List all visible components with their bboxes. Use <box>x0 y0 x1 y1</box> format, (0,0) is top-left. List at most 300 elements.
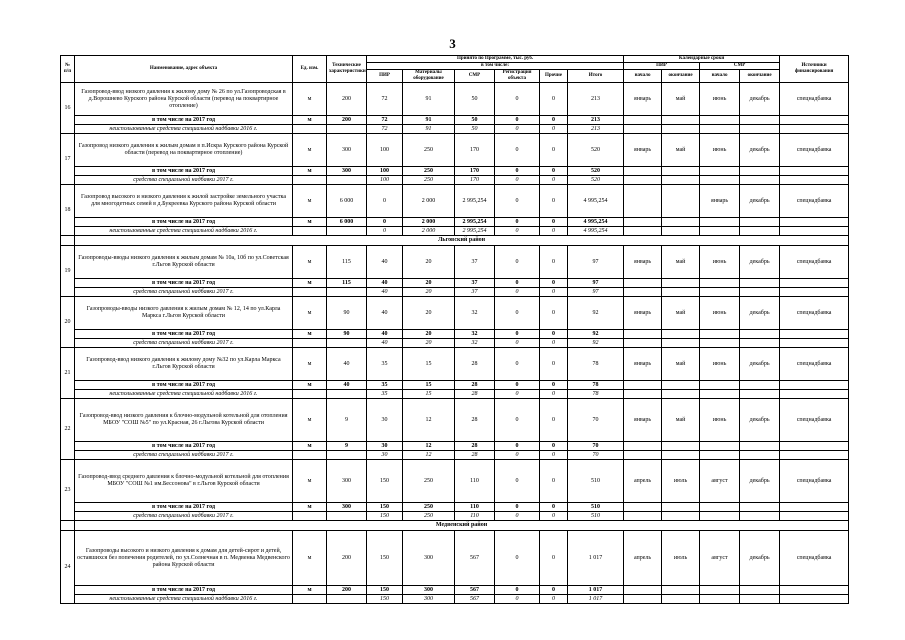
cell-unit: м <box>293 531 327 586</box>
empty-cell <box>780 595 849 604</box>
header-funds-sub: в том числе: <box>367 63 624 70</box>
cell-smr-start: июнь <box>700 83 740 116</box>
cell-tech: 200 <box>327 83 367 116</box>
cell-tech: 200 <box>327 116 367 125</box>
cell-unit: м <box>293 246 327 279</box>
cell-reg: 0 <box>495 116 540 125</box>
cell-pir-end: май <box>662 83 700 116</box>
empty-cell <box>740 503 780 512</box>
cell-mat: 20 <box>403 339 455 348</box>
row-number: 16 <box>61 83 75 134</box>
cell-unit <box>293 125 327 134</box>
cell-reg: 0 <box>495 381 540 390</box>
cell-source: спецнадбавка <box>780 531 849 586</box>
empty-cell <box>662 442 700 451</box>
cell-pir-end: май <box>662 134 700 167</box>
header-funds: Принято по Программе, тыс. руб. <box>367 56 624 63</box>
cell-mat: 2 000 <box>403 227 455 236</box>
cell-tech: 9 <box>327 442 367 451</box>
cell-other: 0 <box>540 218 568 227</box>
cell-unit <box>293 595 327 604</box>
empty-cell <box>662 125 700 134</box>
cell-unit: м <box>293 116 327 125</box>
cell-total: 4 995,254 <box>568 227 624 236</box>
empty-cell <box>780 381 849 390</box>
cell-other: 0 <box>540 399 568 442</box>
cell-pir: 150 <box>367 595 403 604</box>
cell-other: 0 <box>540 460 568 503</box>
cell-source: спецнадбавка <box>780 399 849 442</box>
empty-cell <box>740 339 780 348</box>
object-row <box>61 297 849 330</box>
cell-other: 0 <box>540 339 568 348</box>
empty-cell <box>780 390 849 399</box>
empty-cell <box>662 381 700 390</box>
cell-pir: 0 <box>367 185 403 218</box>
cell-pir: 0 <box>367 227 403 236</box>
empty-cell <box>780 227 849 236</box>
row-number: 21 <box>61 348 75 399</box>
cell-tech <box>327 451 367 460</box>
funding-source-row <box>61 512 849 521</box>
header-source: Источники финансирования <box>780 56 849 83</box>
cell-total: 213 <box>568 116 624 125</box>
cell-reg: 0 <box>495 531 540 586</box>
funding-source-label: неиспользованные средства специальной надбавки 2016 г. <box>75 595 293 604</box>
cell-source: спецнадбавка <box>780 246 849 279</box>
header-smr-start: начало <box>700 70 740 83</box>
cell-other: 0 <box>540 297 568 330</box>
empty-cell <box>662 288 700 297</box>
empty-cell <box>700 503 740 512</box>
subtotal-label: в том числе на 2017 год <box>75 503 293 512</box>
empty-cell <box>740 288 780 297</box>
empty-cell <box>780 288 849 297</box>
header-name: Наименование, адрес объекта <box>75 56 293 83</box>
cell-smr: 2 995,254 <box>455 185 495 218</box>
cell-other: 0 <box>540 595 568 604</box>
cell-smr: 28 <box>455 348 495 381</box>
cell-pir: 150 <box>367 586 403 595</box>
cell-smr: 28 <box>455 399 495 442</box>
cell-mat: 250 <box>403 503 455 512</box>
cell-other: 0 <box>540 451 568 460</box>
empty-cell <box>740 595 780 604</box>
empty-cell <box>624 503 662 512</box>
empty-cell <box>780 167 849 176</box>
cell-tech <box>327 390 367 399</box>
empty-cell <box>700 288 740 297</box>
header-pir-end: окончание <box>662 70 700 83</box>
row-number: 17 <box>61 134 75 185</box>
empty-cell <box>624 595 662 604</box>
cell-pir: 35 <box>367 381 403 390</box>
cell-mat: 300 <box>403 586 455 595</box>
empty-cell <box>700 586 740 595</box>
cell-tech: 200 <box>327 531 367 586</box>
cell-tech: 90 <box>327 297 367 330</box>
empty-cell <box>624 125 662 134</box>
cell-pir-start: апрель <box>624 460 662 503</box>
cell-pir-end: июль <box>662 531 700 586</box>
empty-cell <box>700 218 740 227</box>
empty-cell <box>700 390 740 399</box>
cell-pir: 150 <box>367 460 403 503</box>
funding-source-row <box>61 125 849 134</box>
cell-other: 0 <box>540 227 568 236</box>
cell-pir: 30 <box>367 442 403 451</box>
cell-tech <box>327 339 367 348</box>
cell-total: 4 995,254 <box>568 218 624 227</box>
cell-other: 0 <box>540 279 568 288</box>
district-row <box>61 236 849 246</box>
cell-unit: м <box>293 185 327 218</box>
subtotal-label: в том числе на 2017 год <box>75 218 293 227</box>
object-row <box>61 460 849 503</box>
object-row <box>61 246 849 279</box>
cell-reg: 0 <box>495 586 540 595</box>
empty-cell <box>624 288 662 297</box>
cell-unit <box>293 176 327 185</box>
subtotal-row <box>61 167 849 176</box>
cell-unit <box>293 512 327 521</box>
cell-reg: 0 <box>495 503 540 512</box>
object-name: Газопроводы высокого и низкого давления к домам для детей-сирот и детей, оставшихся без попечения родителей, по ул.Солнечная в п. Медвенка Медвенского района Курской области <box>75 531 293 586</box>
cell-tech: 300 <box>327 460 367 503</box>
cell-tech: 40 <box>327 348 367 381</box>
empty-cell <box>624 330 662 339</box>
empty-cell <box>700 279 740 288</box>
cell-smr-end: декабрь <box>740 460 780 503</box>
cell-mat: 250 <box>403 134 455 167</box>
row-number: 22 <box>61 399 75 460</box>
cell-mat: 91 <box>403 125 455 134</box>
empty-cell <box>700 116 740 125</box>
cell-mat: 20 <box>403 288 455 297</box>
empty-cell <box>662 167 700 176</box>
object-name: Газопровод-ввод среднего давления к блочно-модульной котельной для отопления МБОУ "СОШ №1 им.Бессонова" в г.Льгов Курской области <box>75 460 293 503</box>
funding-source-row <box>61 595 849 604</box>
empty-cell <box>624 227 662 236</box>
empty-cell <box>780 512 849 521</box>
cell-mat: 20 <box>403 330 455 339</box>
cell-reg: 0 <box>495 451 540 460</box>
funding-source-row <box>61 390 849 399</box>
cell-total: 97 <box>568 279 624 288</box>
cell-mat: 12 <box>403 399 455 442</box>
object-name: Газопровод-ввод низкого давления к блочно-модульной котельной для отопления МБОУ "СОШ №5" по ул.Красная, 26 г.Льгова Курской области <box>75 399 293 442</box>
cell-smr: 110 <box>455 503 495 512</box>
cell-total: 70 <box>568 442 624 451</box>
cell-reg: 0 <box>495 348 540 381</box>
subtotal-label: в том числе на 2017 год <box>75 330 293 339</box>
cell-smr-start: июнь <box>700 297 740 330</box>
district-row <box>61 521 849 531</box>
cell-smr: 110 <box>455 512 495 521</box>
empty-cell <box>700 442 740 451</box>
subtotal-label: в том числе на 2017 год <box>75 442 293 451</box>
empty-cell <box>700 512 740 521</box>
subtotal-row <box>61 218 849 227</box>
cell-other: 0 <box>540 390 568 399</box>
cell-smr-start: июнь <box>700 348 740 381</box>
cell-smr: 170 <box>455 176 495 185</box>
funding-source-label: средства специальной надбавки 2017 г. <box>75 176 293 185</box>
cell-reg: 0 <box>495 595 540 604</box>
cell-tech <box>327 227 367 236</box>
empty-cell <box>700 167 740 176</box>
cell-pir: 40 <box>367 246 403 279</box>
cell-mat: 250 <box>403 460 455 503</box>
cell-pir-end: май <box>662 399 700 442</box>
cell-smr: 50 <box>455 83 495 116</box>
cell-pir: 0 <box>367 218 403 227</box>
empty-cell <box>662 176 700 185</box>
cell-other: 0 <box>540 125 568 134</box>
subtotal-label: в том числе на 2017 год <box>75 279 293 288</box>
cell-mat: 12 <box>403 451 455 460</box>
cell-unit: м <box>293 330 327 339</box>
cell-smr: 567 <box>455 531 495 586</box>
cell-mat: 300 <box>403 595 455 604</box>
table-body <box>61 83 849 604</box>
program-table <box>60 55 849 604</box>
cell-unit: м <box>293 381 327 390</box>
empty-cell <box>700 227 740 236</box>
empty-cell <box>780 451 849 460</box>
empty-cell <box>780 442 849 451</box>
cell-mat: 250 <box>403 176 455 185</box>
object-name: Газопроводы-вводы низкого давления к жилым домам № 12, 14 по ул.Карла Маркса г.Льгов Курской области <box>75 297 293 330</box>
cell-smr: 32 <box>455 330 495 339</box>
cell-pir-end <box>662 185 700 218</box>
empty-cell <box>740 330 780 339</box>
empty-cell <box>700 176 740 185</box>
cell-smr: 170 <box>455 134 495 167</box>
funding-source-label: неиспользованные средства специальной надбавки 2016 г. <box>75 125 293 134</box>
cell-smr: 37 <box>455 288 495 297</box>
cell-other: 0 <box>540 586 568 595</box>
cell-smr-end: декабрь <box>740 348 780 381</box>
subtotal-row <box>61 503 849 512</box>
funding-source-row <box>61 451 849 460</box>
header-total: Итого <box>568 70 624 83</box>
cell-smr: 37 <box>455 246 495 279</box>
cell-reg: 0 <box>495 176 540 185</box>
cell-source: спецнадбавка <box>780 460 849 503</box>
header-materials: Материалы оборудование <box>403 70 455 83</box>
cell-pir: 30 <box>367 451 403 460</box>
cell-other: 0 <box>540 381 568 390</box>
cell-total: 213 <box>568 83 624 116</box>
cell-source: спецнадбавка <box>780 348 849 381</box>
cell-pir: 40 <box>367 279 403 288</box>
cell-reg: 0 <box>495 246 540 279</box>
empty-cell <box>740 167 780 176</box>
cell-smr-end: декабрь <box>740 83 780 116</box>
cell-unit <box>293 288 327 297</box>
funding-source-label: средства специальной надбавки 2017 г. <box>75 512 293 521</box>
cell-smr: 37 <box>455 279 495 288</box>
district-name: Медвенский район <box>75 521 849 531</box>
empty-cell <box>740 451 780 460</box>
cell-mat: 20 <box>403 246 455 279</box>
cell-mat: 2 000 <box>403 218 455 227</box>
empty-cell <box>662 503 700 512</box>
cell-mat: 300 <box>403 531 455 586</box>
cell-tech: 40 <box>327 381 367 390</box>
table-header <box>61 56 849 83</box>
cell-other: 0 <box>540 512 568 521</box>
cell-mat: 15 <box>403 348 455 381</box>
cell-total: 213 <box>568 125 624 134</box>
cell-total: 520 <box>568 134 624 167</box>
empty-cell <box>662 279 700 288</box>
cell-other: 0 <box>540 167 568 176</box>
object-name: Газопровод-ввод низкого давления к жилому дому №32 по ул.Карла Маркса г.Льгов Курской области <box>75 348 293 381</box>
empty-cell <box>740 586 780 595</box>
cell-mat: 91 <box>403 83 455 116</box>
cell-pir-end: май <box>662 348 700 381</box>
cell-pir: 150 <box>367 503 403 512</box>
row-number: 24 <box>61 531 75 604</box>
cell-other: 0 <box>540 83 568 116</box>
object-row <box>61 83 849 116</box>
cell-tech: 300 <box>327 167 367 176</box>
empty-cell <box>740 442 780 451</box>
cell-total: 520 <box>568 176 624 185</box>
cell-tech <box>327 288 367 297</box>
funding-source-row <box>61 176 849 185</box>
cell-mat: 15 <box>403 390 455 399</box>
cell-mat: 91 <box>403 116 455 125</box>
object-name: Газопровод высокого и низкого давления к жилой застройке земельного участка для многодетных семей в д.Букреевка Курского района Курской области <box>75 185 293 218</box>
empty-cell <box>700 381 740 390</box>
row-number: 18 <box>61 185 75 236</box>
cell-total: 510 <box>568 460 624 503</box>
subtotal-row <box>61 381 849 390</box>
funding-source-row <box>61 288 849 297</box>
cell-unit: м <box>293 167 327 176</box>
cell-total: 1 017 <box>568 586 624 595</box>
cell-tech: 115 <box>327 279 367 288</box>
cell-total: 1 017 <box>568 595 624 604</box>
header-registration: Регистрация объекта <box>495 70 540 83</box>
cell-smr: 50 <box>455 125 495 134</box>
row-number: 23 <box>61 460 75 521</box>
cell-total: 97 <box>568 288 624 297</box>
cell-tech: 90 <box>327 330 367 339</box>
cell-smr: 32 <box>455 339 495 348</box>
empty-cell <box>662 227 700 236</box>
cell-pir-end: июль <box>662 460 700 503</box>
empty-cell <box>780 176 849 185</box>
funding-source-row <box>61 339 849 348</box>
cell-other: 0 <box>540 134 568 167</box>
empty-cell <box>624 442 662 451</box>
cell-reg: 0 <box>495 288 540 297</box>
cell-smr: 28 <box>455 390 495 399</box>
cell-reg: 0 <box>495 442 540 451</box>
cell-pir-start: апрель <box>624 531 662 586</box>
cell-reg: 0 <box>495 83 540 116</box>
cell-smr-end: декабрь <box>740 246 780 279</box>
empty-cell <box>740 116 780 125</box>
empty-cell <box>662 339 700 348</box>
cell-mat: 250 <box>403 512 455 521</box>
empty-cell <box>624 176 662 185</box>
subtotal-row <box>61 442 849 451</box>
cell-smr: 28 <box>455 381 495 390</box>
cell-source: спецнадбавка <box>780 83 849 116</box>
cell-reg: 0 <box>495 125 540 134</box>
object-row <box>61 134 849 167</box>
empty-cell <box>624 512 662 521</box>
empty-cell <box>740 176 780 185</box>
cell-reg: 0 <box>495 330 540 339</box>
cell-pir: 30 <box>367 399 403 442</box>
cell-smr-start: июнь <box>700 246 740 279</box>
cell-tech: 6 000 <box>327 185 367 218</box>
cell-smr: 50 <box>455 116 495 125</box>
cell-smr-end: декабрь <box>740 134 780 167</box>
cell-pir-start: январь <box>624 246 662 279</box>
cell-smr-start: август <box>700 460 740 503</box>
cell-unit: м <box>293 460 327 503</box>
cell-pir-start: январь <box>624 83 662 116</box>
cell-total: 97 <box>568 246 624 279</box>
cell-pir: 100 <box>367 134 403 167</box>
cell-total: 92 <box>568 330 624 339</box>
header-sched-smr: СМР <box>700 63 780 70</box>
cell-pir: 72 <box>367 125 403 134</box>
empty-cell <box>624 381 662 390</box>
page-number: 3 <box>449 36 456 51</box>
cell-other: 0 <box>540 176 568 185</box>
empty-cell <box>780 586 849 595</box>
header-unit: Ед. изм. <box>293 56 327 83</box>
subtotal-row <box>61 279 849 288</box>
cell-reg: 0 <box>495 399 540 442</box>
cell-mat: 20 <box>403 297 455 330</box>
empty-cell <box>780 339 849 348</box>
cell-other: 0 <box>540 330 568 339</box>
empty-cell <box>780 330 849 339</box>
cell-total: 70 <box>568 451 624 460</box>
cell-reg: 0 <box>495 227 540 236</box>
cell-smr-end: декабрь <box>740 297 780 330</box>
row-number: 20 <box>61 297 75 348</box>
header-tech: Технические характеристики <box>327 56 367 83</box>
cell-pir: 40 <box>367 339 403 348</box>
empty-cell <box>740 512 780 521</box>
cell-smr: 28 <box>455 451 495 460</box>
cell-pir: 35 <box>367 390 403 399</box>
cell-reg: 0 <box>495 279 540 288</box>
empty-cell <box>624 339 662 348</box>
cell-pir-start <box>624 185 662 218</box>
cell-other: 0 <box>540 288 568 297</box>
cell-unit <box>293 390 327 399</box>
empty-cell <box>624 451 662 460</box>
cell-pir: 40 <box>367 330 403 339</box>
cell-pir: 40 <box>367 288 403 297</box>
subtotal-label: в том числе на 2017 год <box>75 116 293 125</box>
empty-cell <box>624 218 662 227</box>
empty-cell <box>740 125 780 134</box>
cell-unit: м <box>293 83 327 116</box>
empty-cell <box>662 586 700 595</box>
